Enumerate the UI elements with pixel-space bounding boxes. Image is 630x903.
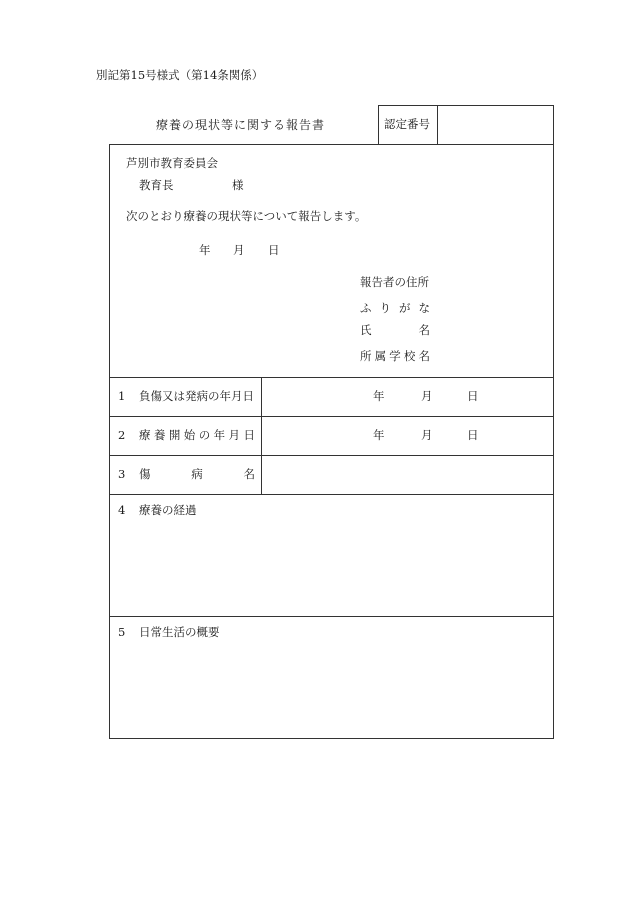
row2-year-label: 年 (373, 428, 385, 442)
section5-number: 5 (118, 625, 126, 639)
row1-top-border (109, 377, 554, 378)
form-number: 別記第15号様式（第14条関係） (96, 68, 264, 82)
date-year-label: 年 (199, 243, 211, 257)
date-month-label: 月 (233, 243, 245, 257)
section5-top-border (109, 616, 554, 617)
form-title: 療養の現状等に関する報告書 (156, 118, 326, 132)
row3-label: 傷 病 名 (139, 467, 255, 481)
cert-box-top-border (378, 105, 554, 106)
row3-top-border (109, 455, 554, 456)
addressee-title: 教育長 (139, 178, 174, 192)
reporter-name-label: 氏 名 (360, 323, 430, 337)
cert-number-label: 認定番号 (384, 117, 430, 131)
section4-number: 4 (118, 503, 126, 517)
table-left-border (109, 144, 110, 739)
reporter-address-label: 報告者の住所 (360, 275, 429, 289)
date-day-label: 日 (268, 243, 280, 257)
table-bottom-border (109, 738, 554, 739)
table-right-border (553, 105, 554, 739)
section4-label: 療養の経過 (139, 503, 197, 517)
section5-label: 日常生活の概要 (139, 625, 220, 639)
section4-top-border (109, 494, 554, 495)
honorific: 様 (232, 178, 244, 192)
row2-top-border (109, 416, 554, 417)
title-bottom-border (109, 144, 554, 145)
reporter-school-label: 所 属 学 校 名 (360, 349, 430, 363)
row1-day-label: 日 (467, 389, 479, 403)
row1-year-label: 年 (373, 389, 385, 403)
row-label-divider (261, 377, 262, 495)
row2-number: 2 (118, 428, 126, 442)
statement: 次のとおり療養の現状等について報告します。 (126, 209, 367, 223)
reporter-furigana-label: ふ り が な (360, 301, 430, 315)
row3-number: 3 (118, 467, 126, 481)
row1-number: 1 (118, 389, 126, 403)
row1-label: 負傷又は発病の年月日 (139, 389, 254, 403)
row2-day-label: 日 (467, 428, 479, 442)
addressee-org: 芦別市教育委員会 (126, 156, 218, 170)
row2-month-label: 月 (421, 428, 433, 442)
cert-label-divider (437, 105, 438, 145)
row2-label: 療 養 開 始 の 年 月 日 (139, 428, 255, 442)
cert-box-left-border (378, 105, 379, 145)
row1-month-label: 月 (421, 389, 433, 403)
